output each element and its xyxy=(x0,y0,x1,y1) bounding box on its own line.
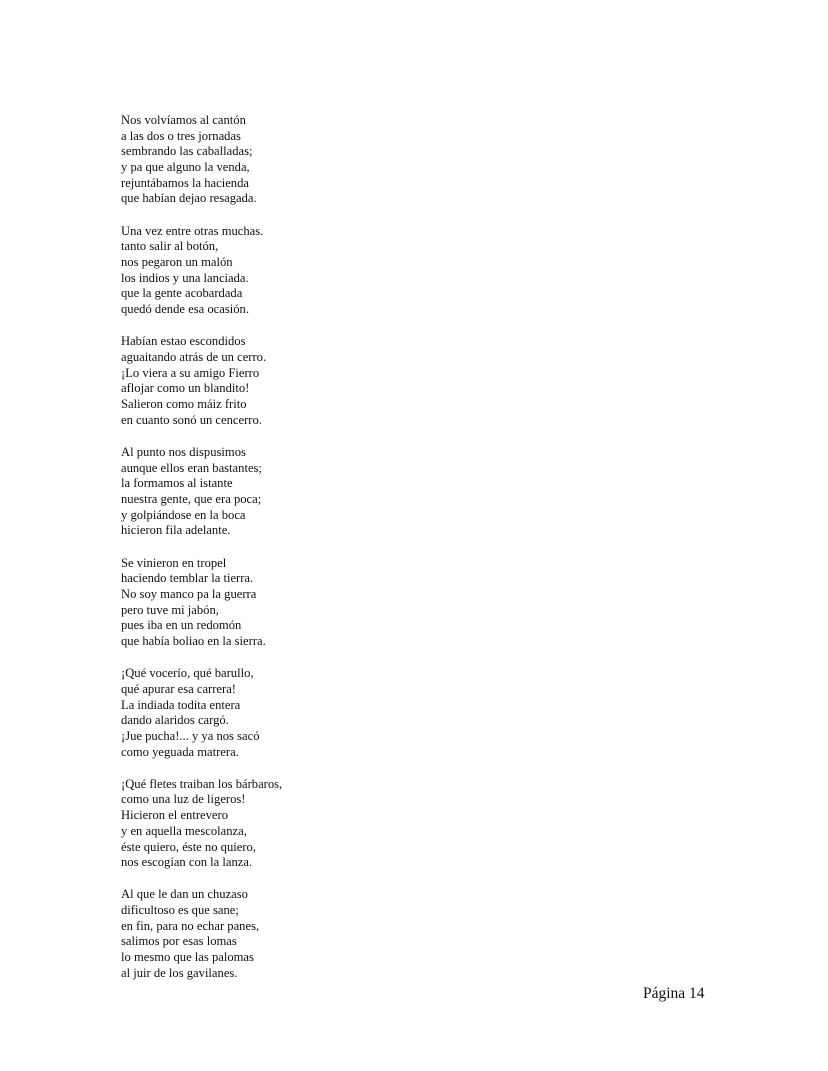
poem-line: haciendo temblar la tierra. xyxy=(121,571,254,586)
stanza xyxy=(121,224,421,318)
poem-line: qué apurar esa carrera! xyxy=(121,681,237,696)
poem-line: ¡Qué fletes traiban los bárbaros, xyxy=(121,776,283,791)
poem-line: No soy manco pa la guerra xyxy=(121,586,257,601)
poem-line: ¡Qué vocerío, qué barullo, xyxy=(121,666,254,681)
poem-line: tanto salir al botón, xyxy=(121,239,219,254)
stanza xyxy=(121,334,421,428)
poem-line: en cuanto sonó un cencerro. xyxy=(121,412,262,427)
poem-line: lo mesmo que las palomas xyxy=(121,950,254,965)
stanza xyxy=(121,666,421,760)
poem-line: pues iba en un redomón xyxy=(121,618,242,633)
stanza xyxy=(121,113,421,207)
poem-line: salimos por esas lomas xyxy=(121,934,237,949)
poem-line: pero tuve mi jabón, xyxy=(121,602,219,617)
poem-line: como una luz de ligeros! xyxy=(121,792,246,807)
poem-line: dificultoso es que sane; xyxy=(121,903,239,918)
poem-line: y pa que alguno la venda, xyxy=(121,160,250,175)
poem-line: a las dos o tres jornadas xyxy=(121,128,241,143)
poem-line: la formamos al istante xyxy=(121,476,233,491)
poem-line: Habían estao escondidos xyxy=(121,334,246,349)
poem-line: y golpiándose en la boca xyxy=(121,507,246,522)
poem-line: quedó dende esa ocasión. xyxy=(121,302,249,317)
poem-line: nos escogían con la lanza. xyxy=(121,855,253,870)
poem-line: ¡Jue pucha!... y ya nos sacó xyxy=(121,728,260,743)
poem-line: sembrando las caballadas; xyxy=(121,144,253,159)
poem-line: La indiada todita entera xyxy=(121,697,241,712)
poem-line: y en aquella mescolanza, xyxy=(121,823,247,838)
poem-line: Se vinieron en tropel xyxy=(121,555,227,570)
poem-line: que habían dejao resagada. xyxy=(121,191,257,206)
poem-line: nuestra gente, que era poca; xyxy=(121,491,262,506)
poem-line: los indios y una lanciada. xyxy=(121,270,249,285)
poem-line: ¡Lo viera a su amigo Fierro xyxy=(121,365,260,380)
poem-line: Al que le dan un chuzaso xyxy=(121,887,248,902)
poem-line: aunque ellos eran bastantes; xyxy=(121,460,262,475)
poem-line: en fin, para no echar panes, xyxy=(121,918,260,933)
poem-line: nos pegaron un malón xyxy=(121,255,233,269)
stanza xyxy=(121,556,421,650)
poem-line: que la gente acobardada xyxy=(121,286,243,301)
stanza xyxy=(121,777,421,871)
page-number: Página 14 xyxy=(643,985,705,1002)
poem-line: rejuntábamos la hacienda xyxy=(121,175,249,190)
poem-line: al juir de los gavilanes. xyxy=(121,965,238,980)
poem-line: que había boliao en la sierra. xyxy=(121,633,266,648)
stanza xyxy=(121,887,421,981)
stanza xyxy=(121,445,421,539)
poem-line: Al punto nos dispusimos xyxy=(121,444,246,459)
poem-body xyxy=(121,113,421,998)
poem-line: aguaitando atrás de un cerro. xyxy=(121,349,267,364)
poem-line: éste quiero, éste no quiero, xyxy=(121,839,256,854)
poem-line: Una vez entre otras muchas. xyxy=(121,223,264,238)
poem-line: Nos volvíamos al cantón xyxy=(121,113,246,127)
poem-line: como yeguada matrera. xyxy=(121,744,239,759)
poem-line: aflojar como un blandito! xyxy=(121,381,250,396)
poem-line: Salieron como máiz frito xyxy=(121,397,247,411)
poem-line: hicieron fila adelante. xyxy=(121,523,231,538)
poem-line: Hicieron el entrevero xyxy=(121,808,228,823)
poem-line: dando alaridos cargó. xyxy=(121,713,229,728)
